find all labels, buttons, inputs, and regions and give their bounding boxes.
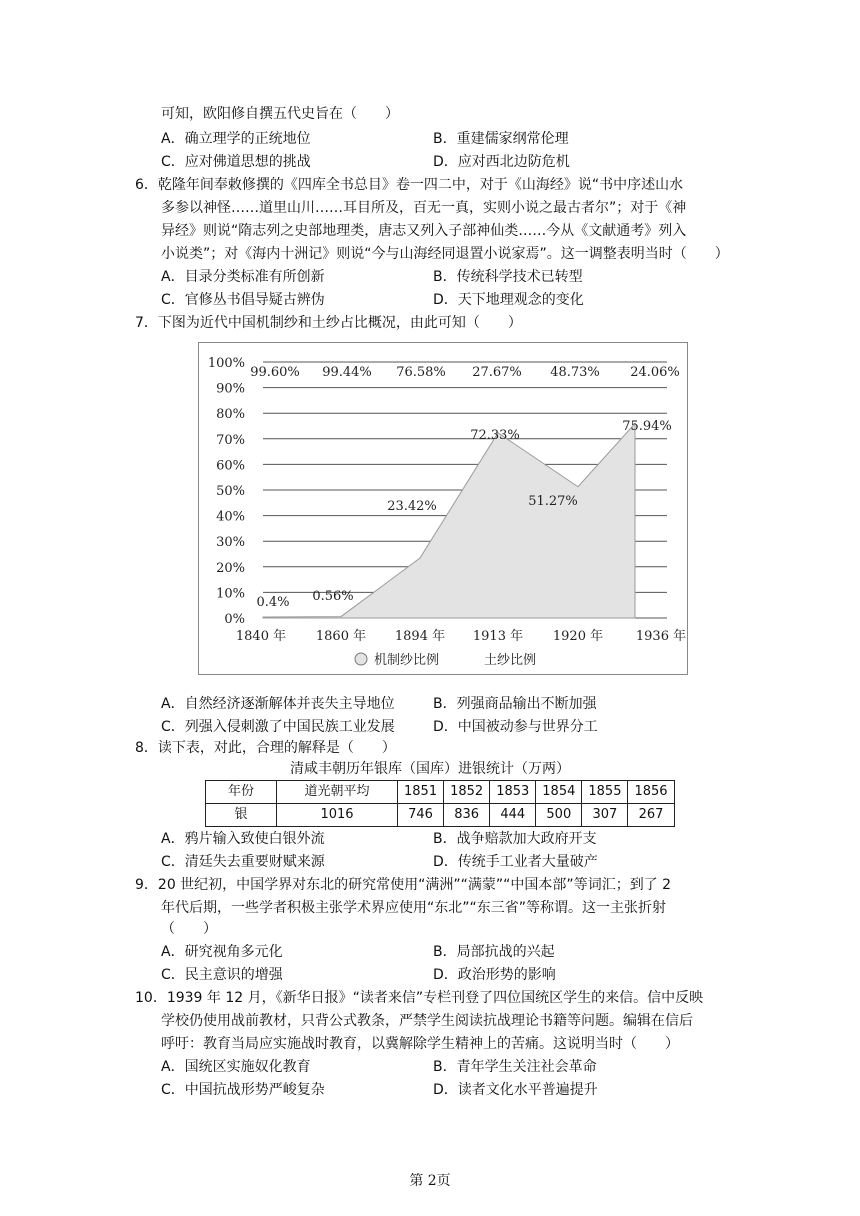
q5-option-b: B．重建儒家纲常伦理 (433, 131, 569, 147)
q9-option-b: B．局部抗战的兴起 (433, 944, 555, 960)
q7-stem: 7．下图为近代中国机制纱和土纱占比概况，由此可知（ ） (135, 315, 522, 331)
q9-option-d: D．政治形势的影响 (433, 967, 556, 983)
y-tick-label: 30% (216, 535, 245, 551)
q6-stem-line-3: 异经》则说“隋志列之史部地理类，唐志又列入子部神仙类……今从《文献通考》列入 (161, 223, 687, 239)
q5-option-d: D．应对西北边防危机 (433, 154, 570, 170)
table-cell: 500 (536, 804, 582, 827)
x-tick-label: 1913 年 (472, 629, 524, 644)
q10-stem-line-2: 学校仍使用战前教材，只背公式教条，严禁学生阅读抗战理论书籍等问题。编辑在信后 (161, 1013, 693, 1029)
data-label-native-yarn: 99.44% (322, 365, 372, 380)
q9-stem-line-3: （ ） (161, 921, 217, 937)
q6-option-d: D．天下地理观念的变化 (433, 292, 584, 308)
table-cell: 267 (628, 804, 674, 827)
y-tick-label: 90% (216, 381, 245, 397)
x-tick-label: 1936 年 (635, 629, 687, 644)
q6-option-b: B．传统科学技术已转型 (433, 269, 583, 285)
q10-option-c: C．中国抗战形势严峻复杂 (161, 1082, 325, 1098)
table-cell: 1855 (582, 781, 628, 804)
q5-option-c: C．应对佛道思想的挑战 (161, 154, 311, 170)
y-tick-label: 100% (207, 356, 245, 371)
q7-option-a: A．自然经济逐渐解体并丧失主导地位 (161, 696, 395, 712)
q6-stem-line-1: 6．乾隆年间奉敕修撰的《四库全书总目》卷一四二中，对于《山海经》说“书中序述山水 (135, 177, 684, 193)
data-label-native-yarn: 24.06% (630, 365, 680, 380)
q8-option-a: A．鸦片输入致使白银外流 (161, 831, 325, 847)
q10-option-b: B．青年学生关注社会革命 (433, 1059, 597, 1075)
data-label-machine-yarn: 72.33% (470, 428, 520, 443)
yarn-share-chart (198, 342, 688, 675)
table-cell: 307 (582, 804, 628, 827)
x-tick-label: 1894 年 (394, 629, 446, 644)
silver-income-table (205, 780, 675, 827)
table-cell: 746 (398, 804, 444, 827)
data-label-machine-yarn: 75.94% (622, 419, 672, 434)
table-cell: 1854 (536, 781, 582, 804)
q8-option-b: B．战争赔款加大政府开支 (433, 831, 597, 847)
data-label-machine-yarn: 0.56% (312, 589, 354, 604)
data-label-native-yarn: 27.67% (472, 365, 522, 380)
table-cell: 836 (444, 804, 490, 827)
data-label-native-yarn: 48.73% (550, 365, 600, 380)
data-label-machine-yarn: 23.42% (387, 499, 437, 514)
table-row (206, 804, 675, 827)
y-tick-label: 10% (216, 586, 245, 602)
q9-option-a: A．研究视角多元化 (161, 944, 283, 960)
y-tick-label: 80% (216, 407, 245, 423)
table-cell: 银 (206, 804, 277, 827)
table-header-row (206, 781, 675, 804)
table-cell: 1851 (398, 781, 444, 804)
q8-option-c: C．清廷失去重要财赋来源 (161, 854, 325, 870)
q6-option-c: C．官修丛书倡导疑古辨伪 (161, 292, 325, 308)
q8-stem: 8．读下表，对此，合理的解释是（ ） (135, 740, 396, 756)
q5-stem: 可知，欧阳修自撰五代史旨在（ ） (161, 106, 399, 122)
data-label-native-yarn: 99.60% (250, 365, 300, 380)
table-cell: 1852 (444, 781, 490, 804)
y-tick-label: 40% (216, 509, 245, 525)
x-tick-label: 1920 年 (552, 629, 604, 644)
legend-label-native-yarn: 土纱比例 (484, 653, 537, 668)
x-tick-label: 1840 年 (235, 629, 287, 644)
legend-swatch-machine-yarn (355, 653, 367, 665)
q6-stem-line-2: 多参以神怪……道里山川……耳目所及，百无一真，实则小说之最古者尔”；对于《神 (161, 200, 687, 216)
y-tick-label: 60% (216, 458, 245, 474)
table-cell: 道光朝平均 (277, 781, 398, 804)
q7-option-c: C．列强入侵刺激了中国民族工业发展 (161, 719, 395, 735)
page-number: 第 2页 (409, 1173, 451, 1189)
y-tick-label: 70% (216, 432, 245, 448)
table-cell: 年份 (206, 781, 277, 804)
data-label-machine-yarn: 51.27% (528, 494, 578, 509)
q8-option-d: D．传统手工业者大量破产 (433, 854, 598, 870)
yarn-share-chart-svg (199, 343, 687, 674)
table-cell: 1016 (277, 804, 398, 827)
q5-option-a: A．确立理学的正统地位 (161, 131, 311, 147)
table-cell: 1856 (628, 781, 674, 804)
y-tick-label: 0% (224, 612, 245, 627)
data-label-native-yarn: 76.58% (396, 365, 446, 380)
q10-stem-line-1: 10．1939 年 12 月，《新华日报》“读者来信”专栏刊登了四位国统区学生的来信。信中反映 (135, 990, 704, 1006)
q9-stem-line-2: 年代后期，一些学者积极主张学术界应使用“东北”“东三省”等称谓。这一主张折射 (161, 900, 667, 916)
y-tick-label: 50% (216, 484, 245, 499)
x-tick-label: 1860 年 (315, 629, 367, 644)
q7-option-b: B．列强商品输出不断加强 (433, 696, 597, 712)
q10-option-a: A．国统区实施奴化教育 (161, 1059, 311, 1075)
q6-option-a: A．目录分类标准有所创新 (161, 269, 325, 285)
q8-table-caption: 清咸丰朝历年银库（国库）进银统计（万两） (290, 761, 570, 777)
q6-stem-line-4: 小说类”；对《海内十洲记》则说“今与山海经同退置小说家焉”。这一调整表明当时（ ） (161, 246, 729, 262)
q9-stem-line-1: 9．20 世纪初，中国学界对东北的研究常使用“满洲”“满蒙”“中国本部”等词汇；到了 2 (135, 877, 672, 893)
q7-option-d: D．中国被动参与世界分工 (433, 719, 598, 735)
y-tick-label: 20% (216, 560, 245, 576)
data-label-machine-yarn: 0.4% (256, 595, 290, 610)
q10-option-d: D．读者文化水平普遍提升 (433, 1082, 598, 1098)
q10-stem-line-3: 呼吁：教育当局应实施战时教育，以冀解除学生精神上的苦痛。这说明当时（ ） (161, 1036, 679, 1052)
q9-option-c: C．民主意识的增强 (161, 967, 283, 983)
legend-label-machine-yarn: 机制纱比例 (374, 653, 440, 668)
table-cell: 444 (490, 804, 536, 827)
table-cell: 1853 (490, 781, 536, 804)
